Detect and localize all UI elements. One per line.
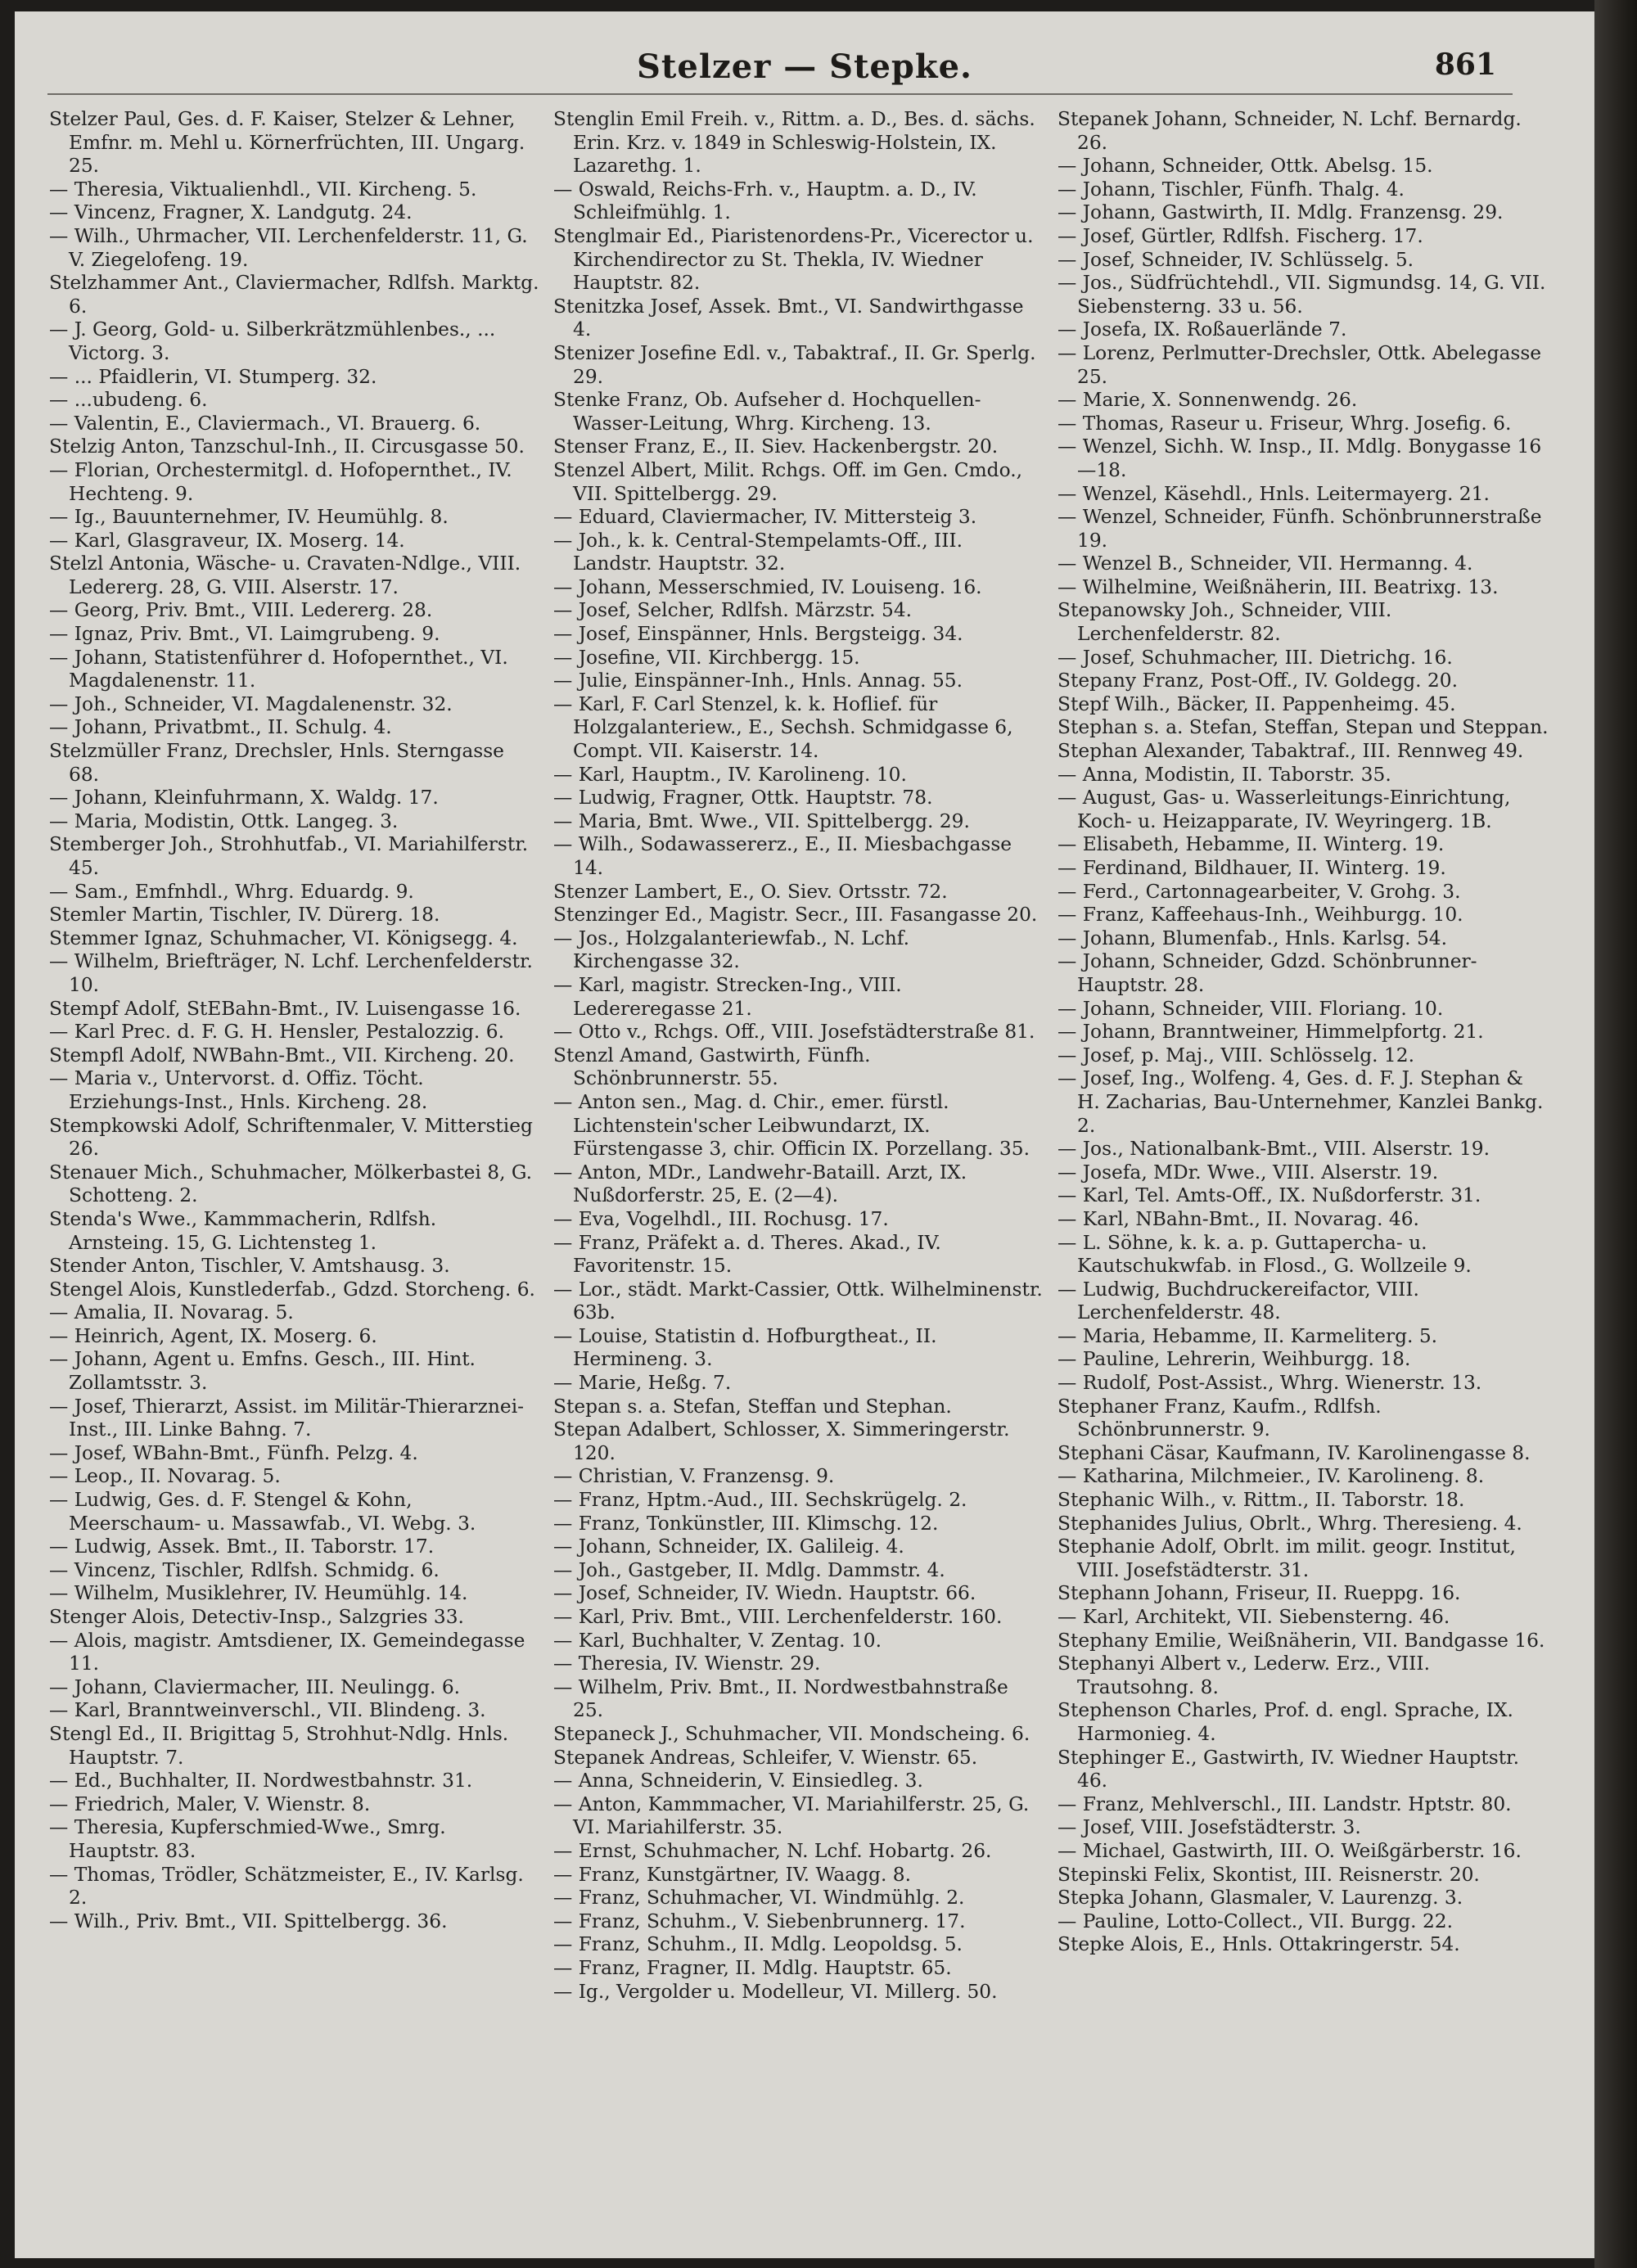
directory-entry: Stephanic Wilh., v. Rittm., II. Taborstr. 18. [1058, 1489, 1465, 1512]
column-left [49, 108, 540, 1933]
directory-entry: — Maria, Modistin, Ottk. Langeg. 3. [49, 809, 399, 832]
running-head: Stelzer — Stepke. [637, 47, 972, 86]
directory-entry: — Wilhelm, Priv. Bmt., II. Nordwestbahnstraße 25. [553, 1675, 1008, 1722]
directory-entry: — Maria, Hebamme, II. Karmeliterg. 5. [1058, 1324, 1438, 1347]
directory-entry: Stemler Martin, Tischler, IV. Dürerg. 18. [49, 904, 440, 927]
directory-entry: — Pauline, Lotto-Collect., VII. Burgg. 22. [1058, 1910, 1454, 1932]
directory-entry: — Sam., Emfnhdl., Whrg. Eduardg. 9. [49, 880, 414, 903]
directory-entry: — Jos., Südfrüchtehdl., VII. Sigmundsg. 14, G. VII. Siebensterng. 33 u. 56. [1058, 272, 1546, 318]
directory-entry: — Johann, Blumenfab., Hnls. Karlsg. 54. [1058, 927, 1448, 949]
directory-entry: — Franz, Präfekt a. d. Theres. Akad., IV. Favoritenstr. 15. [553, 1231, 941, 1278]
directory-entry: — Josef, Gürtler, Rdlfsh. Fischerg. 17. [1058, 224, 1423, 247]
column-middle [553, 108, 1044, 2004]
directory-entry: Stenke Franz, Ob. Aufseher d. Hochquellen-Wasser-Leitung, Whrg. Kircheng. 13. [553, 389, 981, 435]
directory-entry: — Josefa, MDr. Wwe., VIII. Alserstr. 19. [1058, 1161, 1439, 1184]
directory-entry: Stepke Alois, E., Hnls. Ottakringerstr. 54. [1058, 1933, 1460, 1956]
directory-entry: — Franz, Mehlverschl., III. Landstr. Hptstr. 80. [1058, 1792, 1512, 1815]
directory-entry: — Marie, Heßg. 7. [553, 1372, 732, 1395]
directory-entry: — Josef, Schuhmacher, III. Dietrichg. 16. [1058, 646, 1453, 669]
directory-entry: — Johann, Kleinfuhrmann, X. Waldg. 17. [49, 787, 439, 809]
directory-entry: Stelzer Paul, Ges. d. F. Kaiser, Stelzer & Lehner, Emfnr. m. Mehl u. Körnerfrüchten, III. Ungarg. 25. [49, 108, 525, 178]
directory-entry: Stephenson Charles, Prof. d. engl. Sprache, IX. Harmonieg. 4. [1058, 1699, 1513, 1745]
directory-entry: Stenger Alois, Detectiv-Insp., Salzgries 33. [49, 1606, 464, 1628]
directory-entry: — Karl, Architekt, VII. Siebensterng. 46. [1058, 1606, 1450, 1628]
directory-entry: Stender Anton, Tischler, V. Amtshausg. 3. [49, 1255, 450, 1278]
directory-entry: Stephanides Julius, Obrlt., Whrg. Theresieng. 4. [1058, 1512, 1522, 1535]
directory-entry: — Franz, Hptm.-Aud., III. Sechskrügelg. 2. [553, 1489, 967, 1512]
directory-entry: — Jos., Holzgalanteriewfab., N. Lchf. Kirchengasse 32. [553, 927, 909, 973]
directory-entry: — J. Georg, Gold- u. Silberkrätzmühlenbes., ... Victorg. 3. [49, 318, 496, 364]
directory-entry: — Josef, Thierarzt, Assist. im Militär-Thierarznei-Inst., III. Linke Bahng. 7. [49, 1395, 525, 1441]
directory-entry: — Karl, Branntweinverschl., VII. Blindeng. 3. [49, 1699, 486, 1722]
directory-entry: — Karl, Hauptm., IV. Karolineng. 10. [553, 763, 907, 786]
directory-entry: — Josef, Ing., Wolfeng. 4, Ges. d. F. J. Stephan & H. Zacharias, Bau-Unternehmer, Kanzlei Bankg. 2. [1058, 1067, 1544, 1137]
directory-page [15, 11, 1594, 2258]
directory-entry: — Amalia, II. Novarag. 5. [49, 1301, 294, 1324]
directory-entry: — Anton sen., Mag. d. Chir., emer. fürstl. Lichtenstein'scher Leibwundarzt, IX. Fürstengasse 3, chir. Officin IX. Porzellang. 35. [553, 1090, 1030, 1161]
directory-entry: Stepan Adalbert, Schlosser, X. Simmeringerstr. 120. [553, 1418, 1010, 1464]
directory-entry: — Elisabeth, Hebamme, II. Winterg. 19. [1058, 833, 1445, 856]
directory-entry: — Ignaz, Priv. Bmt., VI. Laimgrubeng. 9. [49, 623, 440, 646]
directory-entry: — Joh., Gastgeber, II. Mdlg. Dammstr. 4. [553, 1558, 945, 1581]
directory-entry: — Anna, Schneiderin, V. Einsiedleg. 3. [553, 1770, 923, 1792]
directory-entry: — Wilh., Priv. Bmt., VII. Spittelbergg. 36. [49, 1910, 448, 1932]
directory-entry: — Ludwig, Fragner, Ottk. Hauptstr. 78. [553, 787, 933, 809]
directory-entry: — Theresia, IV. Wienstr. 29. [553, 1653, 821, 1675]
directory-entry: Stelzmüller Franz, Drechsler, Hnls. Sterngasse 68. [49, 740, 504, 786]
directory-entry: — Wenzel B., Schneider, VII. Hermanng. 4. [1058, 552, 1473, 575]
directory-entry: — Anton, MDr., Landwehr-Bataill. Arzt, IX. Nußdorferstr. 25, E. (2—4). [553, 1161, 967, 1207]
directory-entry: — Johann, Schneider, VIII. Floriang. 10. [1058, 997, 1444, 1020]
directory-entry: — Johann, Tischler, Fünfh. Thalg. 4. [1058, 178, 1405, 201]
directory-entry: — Heinrich, Agent, IX. Moserg. 6. [49, 1324, 377, 1347]
directory-entry: — Johann, Statistenführer d. Hofopernthet., VI. Magdalenenstr. 11. [49, 646, 508, 692]
page-number: 861 [1434, 47, 1496, 82]
directory-entry: Stenizer Josefine Edl. v., Tabaktraf., II. Gr. Sperlg. 29. [553, 341, 1036, 388]
directory-entry: — ...ubudeng. 6. [49, 389, 208, 412]
header-rule [47, 93, 1513, 95]
directory-entry: — Thomas, Trödler, Schätzmeister, E., IV. Karlsg. 2. [49, 1863, 524, 1910]
directory-entry: — Wilh., Sodawassererz., E., II. Miesbachgasse 14. [553, 833, 1012, 879]
directory-entry: — Ludwig, Buchdruckereifactor, VIII. Lerchenfelderstr. 48. [1058, 1278, 1419, 1324]
directory-entry: — Ferdinand, Bildhauer, II. Winterg. 19. [1058, 857, 1446, 879]
directory-entry: — Franz, Tonkünstler, III. Klimschg. 12. [553, 1512, 939, 1535]
directory-entry: — Karl, F. Carl Stenzel, k. k. Hoflief. für Holzgalanteriew., E., Sechsh. Schmidgasse 6, Compt. VII. Kaiserstr. 14. [553, 692, 1013, 763]
directory-entry: — Florian, Orchestermitgl. d. Hofopernthet., IV. Hechteng. 9. [49, 458, 512, 505]
directory-entry: — Marie, X. Sonnenwendg. 26. [1058, 389, 1358, 412]
directory-entry: — Josefine, VII. Kirchbergg. 15. [553, 646, 860, 669]
directory-entry: — Leop., II. Novarag. 5. [49, 1465, 281, 1488]
directory-entry: — Jos., Nationalbank-Bmt., VIII. Alserstr. 19. [1058, 1138, 1490, 1161]
directory-entry: Stenser Franz, E., II. Siev. Hackenbergstr. 20. [553, 435, 999, 458]
directory-entry: Stengel Alois, Kunstlederfab., Gdzd. Storcheng. 6. [49, 1278, 535, 1301]
directory-entry: Stelzig Anton, Tanzschul-Inh., II. Circusgasse 50. [49, 435, 525, 458]
directory-entry: Stelzhammer Ant., Claviermacher, Rdlfsh. Marktg. 6. [49, 272, 539, 318]
directory-entry: — Otto v., Rchgs. Off., VIII. Josefstädterstraße 81. [553, 1021, 1035, 1044]
directory-entry: — Maria v., Untervorst. d. Offiz. Töcht. Erziehungs-Inst., Hnls. Kircheng. 28. [49, 1067, 428, 1113]
directory-entry: — Franz, Kaffeehaus-Inh., Weihburgg. 10. [1058, 904, 1463, 927]
directory-entry: — Josef, VIII. Josefstädterstr. 3. [1058, 1816, 1361, 1839]
directory-entry: — Franz, Fragner, II. Mdlg. Hauptstr. 65. [553, 1956, 952, 1979]
directory-entry: — Joh., k. k. Central-Stempelamts-Off., III. Landstr. Hauptstr. 32. [553, 529, 963, 575]
directory-entry: Stemmer Ignaz, Schuhmacher, VI. Königsegg. 4. [49, 927, 518, 949]
directory-entry: Stempkowski Adolf, Schriftenmaler, V. Mitterstieg 26. [49, 1114, 533, 1161]
directory-entry: — Josef, p. Maj., VIII. Schlösselg. 12. [1058, 1044, 1414, 1066]
directory-entry: — Lorenz, Perlmutter-Drechsler, Ottk. Abelegasse 25. [1058, 341, 1542, 388]
directory-entry: — Julie, Einspänner-Inh., Hnls. Annag. 55. [553, 670, 963, 692]
directory-entry: — Franz, Schuhmacher, VI. Windmühlg. 2. [553, 1887, 965, 1910]
directory-entry: Stepf Wilh., Bäcker, II. Pappenheimg. 45. [1058, 692, 1456, 715]
directory-entry: — Johann, Schneider, Gdzd. Schönbrunner-Hauptstr. 28. [1058, 950, 1477, 996]
directory-entry: — Josef, Selcher, Rdlfsh. Märzstr. 54. [553, 599, 913, 622]
directory-entry: Stepanowsky Joh., Schneider, VIII. Lerchenfelderstr. 82. [1058, 599, 1392, 646]
directory-entry: — Friedrich, Maler, V. Wienstr. 8. [49, 1792, 371, 1815]
directory-entry: — Josef, WBahn-Bmt., Fünfh. Pelzg. 4. [49, 1441, 418, 1464]
directory-entry: Stenda's Wwe., Kammmacherin, Rdlfsh. Arnsteing. 15, G. Lichtensteg 1. [49, 1207, 437, 1254]
directory-entry: Stelzl Antonia, Wäsche- u. Cravaten-Ndlge., VIII. Ledererg. 28, G. VIII. Alserstr. 17. [49, 552, 521, 598]
directory-entry: — Ed., Buchhalter, II. Nordwestbahnstr. 31. [49, 1770, 473, 1792]
directory-entry: — Ludwig, Ges. d. F. Stengel & Kohn, Meerschaum- u. Massawfab., VI. Webg. 3. [49, 1489, 476, 1535]
directory-entry: Stephaner Franz, Kaufm., Rdlfsh. Schönbrunnerstr. 9. [1058, 1395, 1382, 1441]
directory-entry: Stephanyi Albert v., Lederw. Erz., VIII. Trautsohng. 8. [1058, 1653, 1430, 1698]
directory-entry: — Johann, Schneider, IX. Galileig. 4. [553, 1535, 904, 1558]
directory-entry: — Thomas, Raseur u. Friseur, Whrg. Josefig. 6. [1058, 412, 1512, 435]
directory-entry: — Louise, Statistin d. Hofburgtheat., II. Hermineng. 3. [553, 1324, 937, 1371]
directory-entry: — Karl, Tel. Amts-Off., IX. Nußdorferstr. 31. [1058, 1184, 1481, 1207]
directory-entry: Stephan s. a. Stefan, Steffan, Stepan und Steppan. [1058, 716, 1549, 739]
directory-entry: — Alois, magistr. Amtsdiener, IX. Gemeindegasse 11. [49, 1629, 525, 1675]
directory-entry: — Franz, Schuhm., V. Siebenbrunnerg. 17. [553, 1910, 966, 1932]
directory-entry: — Wilh., Uhrmacher, VII. Lerchenfelderstr. 11, G. V. Ziegelofeng. 19. [49, 224, 528, 271]
directory-entry: Stenzinger Ed., Magistr. Secr., III. Fasangasse 20. [553, 904, 1038, 927]
directory-entry: Stepan s. a. Stefan, Steffan und Stephan. [553, 1395, 952, 1418]
directory-entry: Stenauer Mich., Schuhmacher, Mölkerbastei 8, G. Schotteng. 2. [49, 1161, 533, 1207]
column-right [1058, 108, 1549, 1957]
directory-entry: — Wilhelm, Musiklehrer, IV. Heumühlg. 14. [49, 1582, 468, 1605]
directory-entry: — Ig., Vergolder u. Modelleur, VI. Millerg. 50. [553, 1980, 998, 2003]
directory-entry: — ... Pfaidlerin, VI. Stumperg. 32. [49, 365, 377, 388]
directory-entry: — Ernst, Schuhmacher, N. Lchf. Hobartg. 26. [553, 1839, 992, 1862]
directory-entry: Stephani Cäsar, Kaufmann, IV. Karolinengasse 8. [1058, 1441, 1531, 1464]
directory-entry: Stepinski Felix, Skontist, III. Reisnerstr. 20. [1058, 1863, 1480, 1886]
directory-entry: Stepka Johann, Glasmaler, V. Laurenzg. 3. [1058, 1887, 1463, 1910]
directory-entry: — Christian, V. Franzensg. 9. [553, 1465, 835, 1488]
directory-entry: Stenglin Emil Freih. v., Rittm. a. D., Bes. d. sächs. Erin. Krz. v. 1849 in Schleswig-Holstein, IX. Lazarethg. 1. [553, 108, 1035, 178]
directory-entry: Stephinger E., Gastwirth, IV. Wiedner Hauptstr. 46. [1058, 1746, 1520, 1792]
directory-entry: — Wenzel, Käsehdl., Hnls. Leitermayerg. 21. [1058, 482, 1490, 505]
directory-entry: — Eva, Vogelhdl., III. Rochusg. 17. [553, 1207, 889, 1230]
directory-entry: — Ig., Bauunternehmer, IV. Heumühlg. 8. [49, 506, 449, 529]
directory-entry: Stenzel Albert, Milit. Rchgs. Off. im Gen. Cmdo., VII. Spittelbergg. 29. [553, 458, 1023, 505]
directory-entry: — Franz, Kunstgärtner, IV. Waagg. 8. [553, 1863, 912, 1886]
directory-entry: — Theresia, Kupferschmied-Wwe., Smrg. Hauptstr. 83. [49, 1816, 446, 1862]
directory-entry: Stepany Franz, Post-Off., IV. Goldegg. 20. [1058, 670, 1458, 692]
directory-entry: — Eduard, Claviermacher, IV. Mittersteig 3. [553, 506, 977, 529]
directory-entry: Stepaneck J., Schuhmacher, VII. Mondscheing. 6. [553, 1722, 1030, 1745]
directory-entry: — Franz, Schuhm., II. Mdlg. Leopoldsg. 5. [553, 1933, 963, 1956]
directory-entry: — Pauline, Lehrerin, Weihburgg. 18. [1058, 1348, 1411, 1371]
directory-entry: Stephany Emilie, Weißnäherin, VII. Bandgasse 16. [1058, 1629, 1545, 1652]
directory-entry: Stemberger Joh., Strohhutfab., VI. Mariahilferstr. 45. [49, 833, 529, 879]
directory-entry: — Wilhelm, Briefträger, N. Lchf. Lerchenfelderstr. 10. [49, 950, 533, 996]
directory-entry: — Joh., Schneider, VI. Magdalenenstr. 32. [49, 692, 453, 715]
directory-entry: — Karl, NBahn-Bmt., II. Novarag. 46. [1058, 1207, 1419, 1230]
directory-entry: — Lor., städt. Markt-Cassier, Ottk. Wilhelminenstr. 63b. [553, 1278, 1043, 1324]
directory-entry: Stenitzka Josef, Assek. Bmt., VI. Sandwirthgasse 4. [553, 295, 1024, 341]
directory-entry: — Karl, Priv. Bmt., VIII. Lerchenfelderstr. 160. [553, 1606, 1003, 1628]
directory-entry: — Ludwig, Assek. Bmt., II. Taborstr. 17. [49, 1535, 435, 1558]
directory-entry: Stengl Ed., II. Brigittag 5, Strohhut-Ndlg. Hnls. Hauptstr. 7. [49, 1722, 509, 1769]
directory-entry: — Johann, Privatbmt., II. Schulg. 4. [49, 716, 392, 739]
directory-entry: — L. Söhne, k. k. a. p. Guttapercha- u. Kautschukwfab. in Flosd., G. Wollzeile 9. [1058, 1231, 1472, 1278]
directory-entry: — Michael, Gastwirth, III. O. Weißgärberstr. 16. [1058, 1839, 1522, 1862]
directory-entry: — Karl, Buchhalter, V. Zentag. 10. [553, 1629, 882, 1652]
directory-entry: — Josef, Schneider, IV. Wiedn. Hauptstr. 66. [553, 1582, 976, 1605]
directory-entry: — Josef, Schneider, IV. Schlüsselg. 5. [1058, 248, 1414, 271]
directory-entry: — Karl Prec. d. F. G. H. Hensler, Pestalozzig. 6. [49, 1021, 504, 1044]
directory-entry: — Katharina, Milchmeier., IV. Karolineng. 8. [1058, 1465, 1485, 1488]
directory-entry: Stepanek Andreas, Schleifer, V. Wienstr. 65. [553, 1746, 978, 1769]
directory-entry: Stepanek Johann, Schneider, N. Lchf. Bernardg. 26. [1058, 108, 1522, 154]
directory-entry: — August, Gas- u. Wasserleitungs-Einrichtung, Koch- u. Heizapparate, IV. Weyringerg. 1B. [1058, 787, 1511, 832]
directory-entry: — Wenzel, Sichh. W. Insp., II. Mdlg. Bonygasse 16—18. [1058, 435, 1542, 481]
directory-entry: — Rudolf, Post-Assist., Whrg. Wienerstr. 13. [1058, 1372, 1482, 1395]
directory-entry: — Karl, Glasgraveur, IX. Moserg. 14. [49, 529, 405, 552]
directory-entry: — Josefa, IX. Roßauerlände 7. [1058, 318, 1347, 341]
directory-entry: Stempfl Adolf, NWBahn-Bmt., VII. Kircheng. 20. [49, 1044, 515, 1066]
directory-entry: — Johann, Claviermacher, III. Neulingg. 6. [49, 1675, 461, 1698]
directory-entry: Stenglmair Ed., Piaristenordens-Pr., Vicerector u. Kirchendirector zu St. Thekla, IV. Wiedner Hauptstr. 82. [553, 224, 1034, 295]
directory-entry: — Maria, Bmt. Wwe., VII. Spittelbergg. 29. [553, 809, 970, 832]
directory-entry: Stephann Johann, Friseur, II. Rueppg. 16. [1058, 1582, 1461, 1605]
directory-entry: Stenzl Amand, Gastwirth, Fünfh. Schönbrunnerstr. 55. [553, 1044, 871, 1090]
directory-entry: — Anna, Modistin, II. Taborstr. 35. [1058, 763, 1391, 786]
directory-entry: Stephan Alexander, Tabaktraf., III. Rennweg 49. [1058, 740, 1524, 763]
directory-entry: Stempf Adolf, StEBahn-Bmt., IV. Luisengasse 16. [49, 997, 521, 1020]
directory-entry: — Karl, magistr. Strecken-Ing., VIII. Ledereregasse 21. [553, 973, 902, 1020]
directory-entry: — Valentin, E., Claviermach., VI. Brauerg. 6. [49, 412, 481, 435]
directory-entry: — Vincenz, Tischler, Rdlfsh. Schmidg. 6. [49, 1558, 440, 1581]
directory-entry: — Anton, Kammmacher, VI. Mariahilferstr. 25, G. VI. Mariahilferstr. 35. [553, 1792, 1030, 1839]
directory-entry: — Johann, Agent u. Emfns. Gesch., III. Hint. Zollamtsstr. 3. [49, 1348, 476, 1395]
directory-entry: — Johann, Messerschmied, IV. Louiseng. 16. [553, 575, 982, 598]
directory-entry: — Ferd., Cartonnagearbeiter, V. Grohg. 3. [1058, 880, 1461, 903]
directory-entry: Stenzer Lambert, E., O. Siev. Ortsstr. 72. [553, 880, 948, 903]
directory-entry: — Josef, Einspänner, Hnls. Bergsteigg. 34. [553, 623, 963, 646]
directory-entry: — Theresia, Viktualienhdl., VII. Kircheng. 5. [49, 178, 477, 201]
page-header [15, 47, 1594, 97]
directory-entry: — Johann, Gastwirth, II. Mdlg. Franzensg. 29. [1058, 201, 1504, 224]
directory-entry: — Wenzel, Schneider, Fünfh. Schönbrunnerstraße 19. [1058, 506, 1542, 552]
directory-entry: — Wilhelmine, Weißnäherin, III. Beatrixg. 13. [1058, 575, 1499, 598]
directory-entry: — Vincenz, Fragner, X. Landgutg. 24. [49, 201, 413, 224]
directory-entry: Stephanie Adolf, Obrlt. im milit. geogr. Institut, VIII. Josefstädterstr. 31. [1058, 1535, 1516, 1581]
directory-entry: — Oswald, Reichs-Frh. v., Hauptm. a. D., IV. Schleifmühlg. 1. [553, 178, 977, 224]
directory-entry: — Georg, Priv. Bmt., VIII. Ledererg. 28. [49, 599, 433, 622]
directory-entry: — Johann, Schneider, Ottk. Abelsg. 15. [1058, 155, 1433, 178]
directory-entry: — Johann, Branntweiner, Himmelpfortg. 21. [1058, 1021, 1484, 1044]
scan-edge [1594, 0, 1637, 2268]
